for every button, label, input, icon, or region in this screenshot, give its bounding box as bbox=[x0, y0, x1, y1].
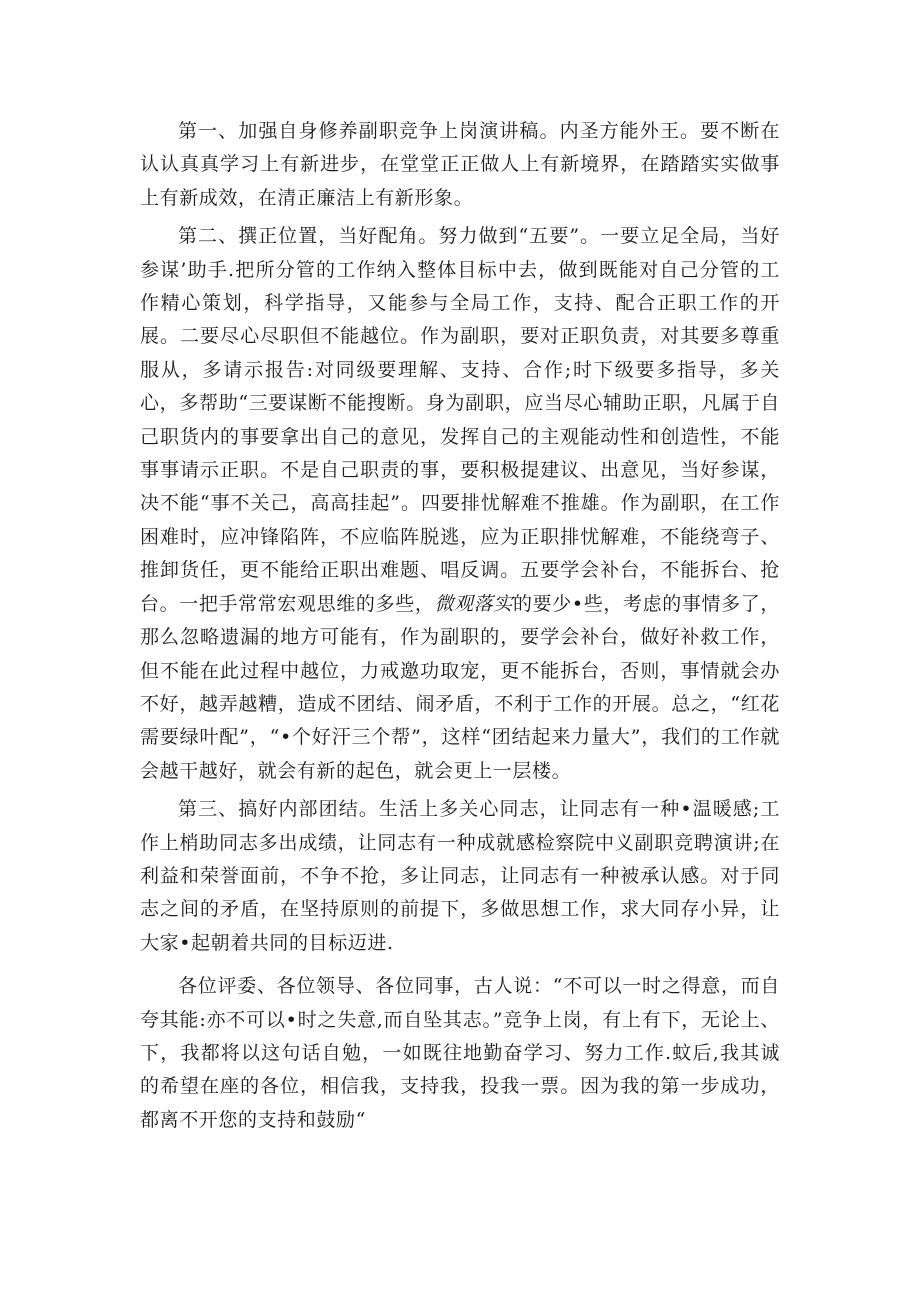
paragraph-2-italic-phrase: 微观落实 bbox=[434, 592, 513, 615]
document-body bbox=[140, 115, 780, 1142]
paragraph-3-text: 第三、搞好内部团结。生活上多关心同志，让同志有一种•温暖感;工作上梢助同志多出成绩，让同志有一种成就感检察院中义副职竞聘演讲;在利益和荣誉面前，不争不抢，多让同志，让同志有一种被承认感。对于同志之间的矛盾，在坚持原则的前提下，多做思想工作，求大同存小异，让大家•起朝着共同的目标迈进. bbox=[140, 798, 780, 954]
paragraph-2-text-a: 第二、撰正位置，当好配角。努力做到“五要”。一要立足全局，当好参谋’助手.把所分管的工作纳入整体目标中去，做到既能对自己分管的工作精心策划，科学指导，又能参与全局工作，支持、配合正职工作的开展。二要尽心尽职但不能越位。作为副职，要对正职负责，对其要多尊重服从，多请示报告:对同级要理解、支持、合作;时下级要多指导，多关心，多帮助“三要谋断不能搜断。身为副职，应当尽心辅助正职，凡属于自己职货内的事要拿出自己的意见，发挥自己的主观能动性和创造性，不能事事请示正职。不是自己职责的事，要积极提建议、出意见，当好参谋，决不能“事不关己，高高挂起”。四要排忧解难不推雄。作为副职，在工作困难时，应冲锋陷阵，不应临阵脱逃，应为正职排忧解难，不能绕弯子、推卸货任，更不能给正职出难题、唱反调。五要学会补台，不能拆台、抢台。一把手常常宏观思维的多些， bbox=[140, 225, 780, 615]
paragraph-1 bbox=[140, 115, 780, 215]
paragraph-3 bbox=[140, 793, 780, 960]
paragraph-4-text: 各位评委、各位领导、各位同事，古人说：“不可以一时之得意，而自夸其能:亦不可以•时之失意,而自坠其志。”竞争上岗，有上有下，无论上、下，我都将以这句话自勉，一如既往地勤奋学习、努力工作.蚊后,我其诚的希望在座的各位，相信我，支持我，投我一票。因为我的第一步成功，都离不开您的支持和鼓励“ bbox=[140, 975, 780, 1131]
paragraph-4 bbox=[140, 970, 780, 1137]
paragraph-1-text: 第一、加强自身修养副职竞争上岗演讲稿。内圣方能外王。要不断在认认真真学习上有新进步，在堂堂正正做人上有新境界，在踏踏实实做事上有新成效，在清正廉洁上有新形象。 bbox=[140, 120, 780, 209]
paragraph-2-text-b: 的要少•些，考虑的事情多了，那么忽略遗漏的地方可能有，作为副职的，要学会补台，做好补救工作，但不能在此过程中越位，力戒邀功取宠，更不能拆台，否则，事情就会办不好，越弄越糟，造成不团结、闹矛盾，不利于工作的开展。总之，“红花需要绿叶配”，“•个好汗三个帮”，这样“团结起来力量大”，我们的工作就会越干越好，就会有新的起色，就会更上一层楼。 bbox=[140, 592, 781, 782]
paragraph-2 bbox=[140, 220, 780, 788]
